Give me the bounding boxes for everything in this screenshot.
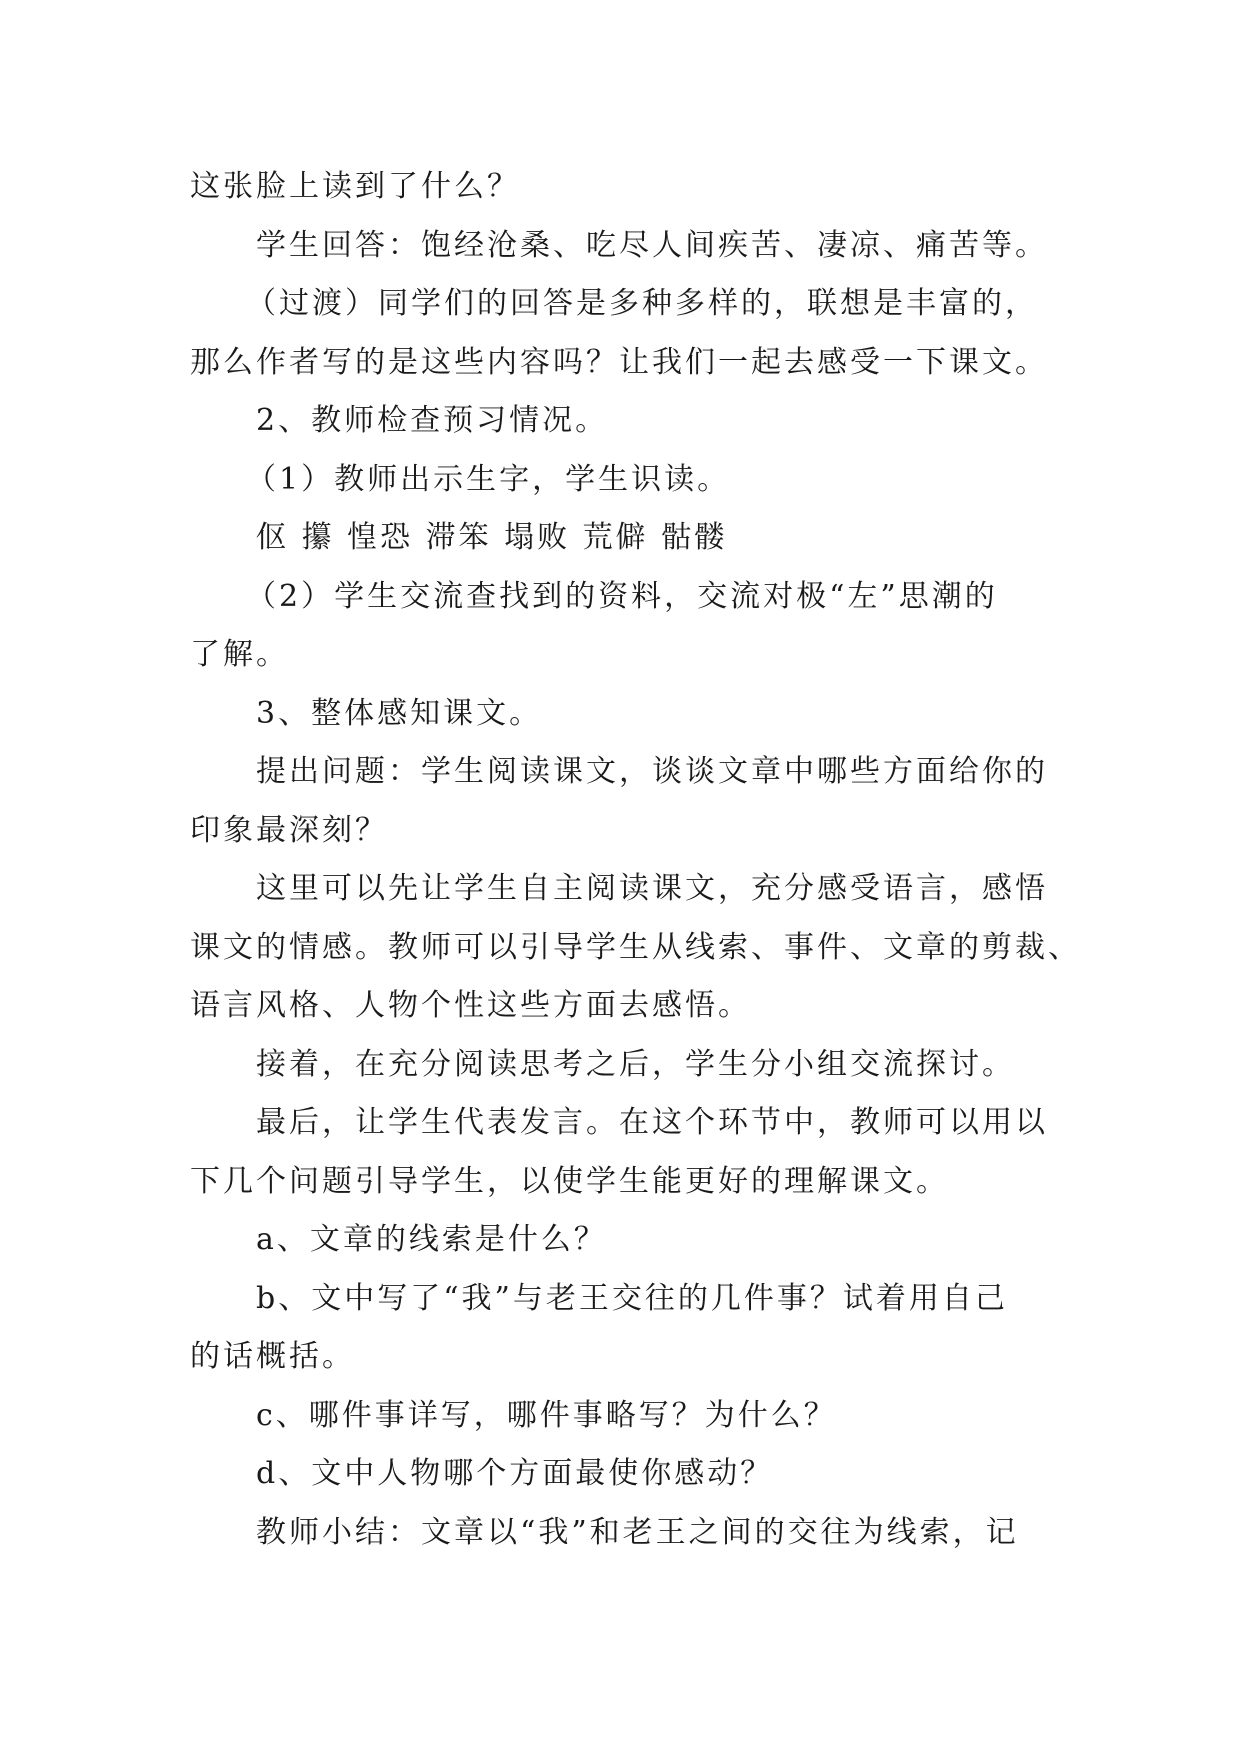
text-line: （2）学生交流查找到的资料，交流对极“左”思潮的 [246,578,998,614]
document-body [190,158,1081,1562]
text-line: 的话概括。 [190,1339,355,1374]
text-line: （过渡）同学们的回答是多种多样的，联想是丰富的， [246,286,1038,321]
text-line: c、哪件事详写，哪件事略写？为什么？ [256,1397,837,1433]
text-line: 了解。 [190,637,289,672]
text-line: 接着，在充分阅读思考之后，学生分小组交流探讨。 [256,1046,1015,1082]
text-line: 2、教师检查预习情况。 [256,403,609,438]
text-line: 这里可以先让学生自主阅读课文，充分感受语言，感悟 [256,871,1048,906]
text-line: 提出问题：学生阅读课文，谈谈文章中哪些方面给你的 [256,754,1048,789]
text-line: 教师小结：文章以“我”和老王之间的交往为线索，记 [256,1514,1019,1550]
text-line: 印象最深刻？ [190,812,388,848]
text-line: a、文章的线索是什么？ [256,1222,607,1257]
text-line: 那么作者写的是这些内容吗？让我们一起去感受一下课文。 [190,344,1048,380]
text-line: 最后，让学生代表发言。在这个环节中，教师可以用以 [256,1105,1048,1140]
text-line: 伛 攥 惶恐 滞笨 塌败 荒僻 骷髅 [256,520,728,555]
text-line: 语言风格、人物个性这些方面去感悟。 [190,988,751,1023]
text-line: 课文的情感。教师可以引导学生从线索、事件、文章的剪裁、 [190,929,1081,965]
text-line: 下几个问题引导学生，以使学生能更好的理解课文。 [190,1163,949,1199]
text-line: b、文中写了“我”与老王交往的几件事？试着用自己 [256,1280,1008,1316]
text-line: d、文中人物哪个方面最使你感动？ [256,1456,774,1491]
text-line: 这张脸上读到了什么？ [190,169,520,204]
text-line: 学生回答：饱经沧桑、吃尽人间疾苦、凄凉、痛苦等。 [256,227,1048,263]
text-line: 3、整体感知课文。 [256,695,543,731]
text-line: （1）教师出示生字，学生识读。 [246,461,731,497]
